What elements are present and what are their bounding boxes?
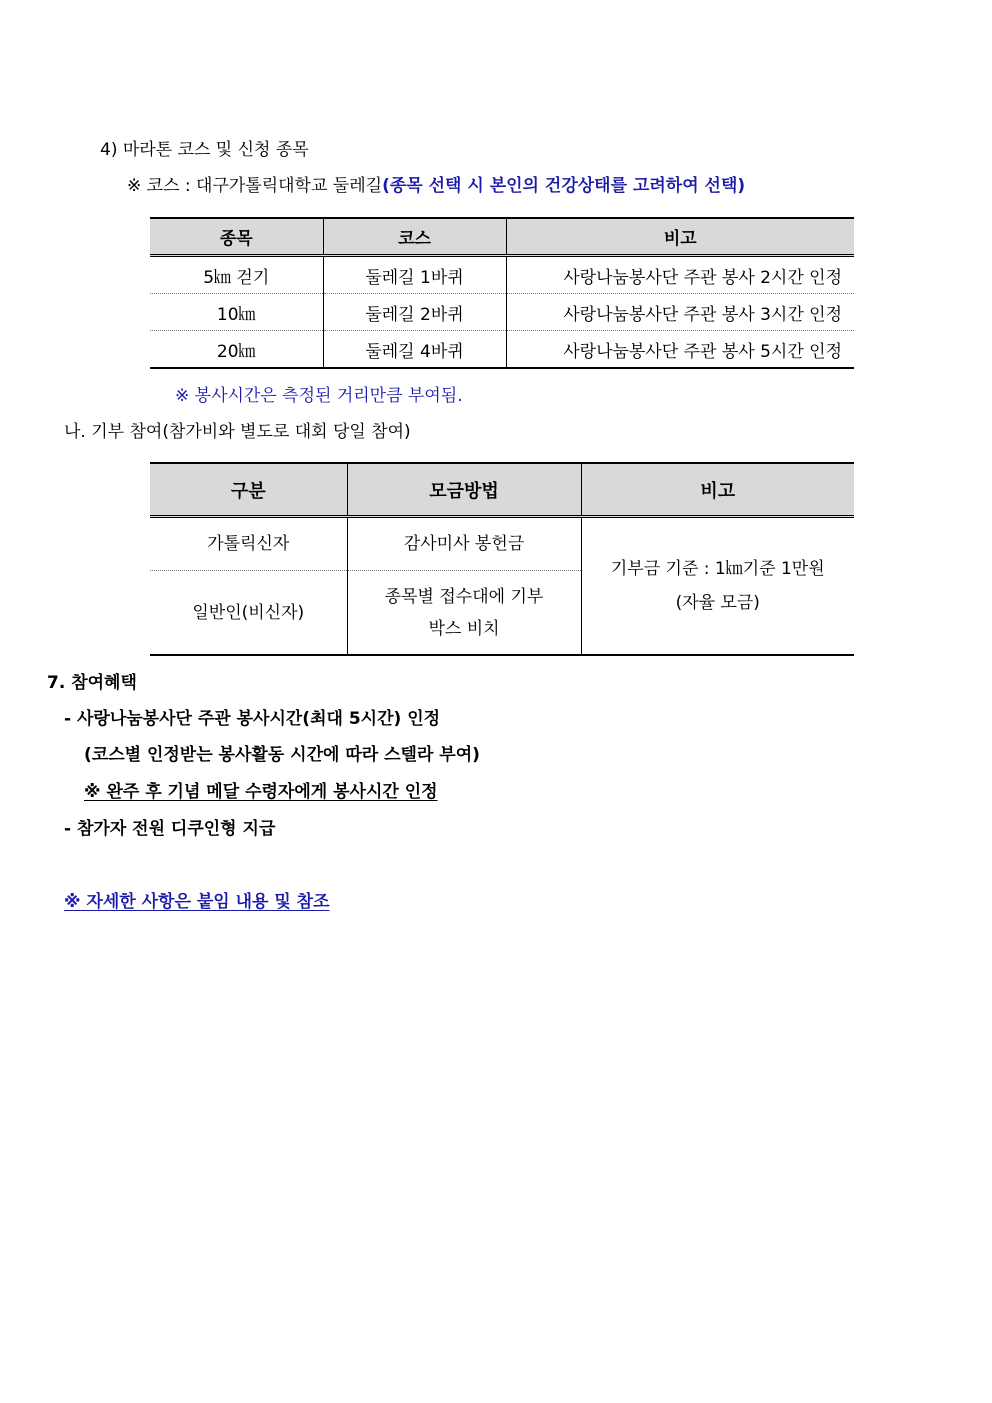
benefit-subnote: (코스별 인정받는 봉사활동 시간에 따라 스텔라 부여)	[84, 745, 480, 765]
remark-line: 기부금 기준 : 1㎞기준 1만원	[610, 559, 825, 579]
course-label: ※ 코스 : 대구가톨릭대학교 둘레길	[127, 176, 383, 196]
remark-cell: 사랑나눔봉사단 주관 봉사 3시간 인정	[506, 294, 854, 331]
table-header-row	[150, 218, 854, 256]
header-cell: 구분	[150, 463, 347, 517]
course-line	[127, 175, 745, 197]
category-cell: 일반인(비신자)	[150, 571, 347, 656]
table-row	[150, 331, 854, 369]
header-cell: 모금방법	[347, 463, 581, 517]
benefits-heading: 7. 참여혜택	[47, 673, 137, 693]
volunteer-footnote: ※ 봉사시간은 측정된 거리만큼 부여됨.	[175, 386, 463, 406]
table-row	[150, 517, 854, 571]
remark-cell	[581, 517, 854, 656]
donation-heading: 나. 기부 참여(참가비와 별도로 대회 당일 참여)	[64, 422, 411, 442]
remark-cell: 사랑나눔봉사단 주관 봉사 2시간 인정	[506, 256, 854, 294]
category-cell: 가톨릭신자	[150, 517, 347, 571]
course-cell: 둘레길 1바퀴	[323, 256, 506, 294]
donation-table	[150, 462, 854, 656]
event-cell: 20㎞	[150, 331, 323, 369]
course-table	[150, 217, 854, 369]
header-cell: 비고	[506, 218, 854, 256]
remark-line: (자율 모금)	[675, 593, 760, 613]
header-cell: 코스	[323, 218, 506, 256]
header-cell: 비고	[581, 463, 854, 517]
section-heading: 4) 마라톤 코스 및 신청 종목	[100, 140, 309, 160]
header-cell: 종목	[150, 218, 323, 256]
course-note: (종목 선택 시 본인의 건강상태를 고려하여 선택)	[382, 176, 746, 196]
remark-cell: 사랑나눔봉사단 주관 봉사 5시간 인정	[506, 331, 854, 369]
table-row	[150, 256, 854, 294]
method-cell	[347, 571, 581, 656]
event-cell: 10㎞	[150, 294, 323, 331]
benefit-note: ※ 완주 후 기념 메달 수령자에게 봉사시간 인정	[84, 782, 438, 802]
benefit-item: - 참가자 전원 디쿠인형 지급	[64, 819, 276, 839]
table-header-row	[150, 463, 854, 517]
benefit-item: - 사랑나눔봉사단 주관 봉사시간(최대 5시간) 인정	[64, 709, 441, 729]
method-cell: 감사미사 봉헌금	[347, 517, 581, 571]
table-row	[150, 294, 854, 331]
course-cell: 둘레길 2바퀴	[323, 294, 506, 331]
method-line: 종목별 접수대에 기부	[384, 586, 544, 607]
course-cell: 둘레길 4바퀴	[323, 331, 506, 369]
event-cell: 5㎞ 걷기	[150, 256, 323, 294]
reference-note: ※ 자세한 사항은 붙임 내용 및 참조	[64, 892, 330, 912]
method-line: 박스 비치	[428, 618, 500, 639]
